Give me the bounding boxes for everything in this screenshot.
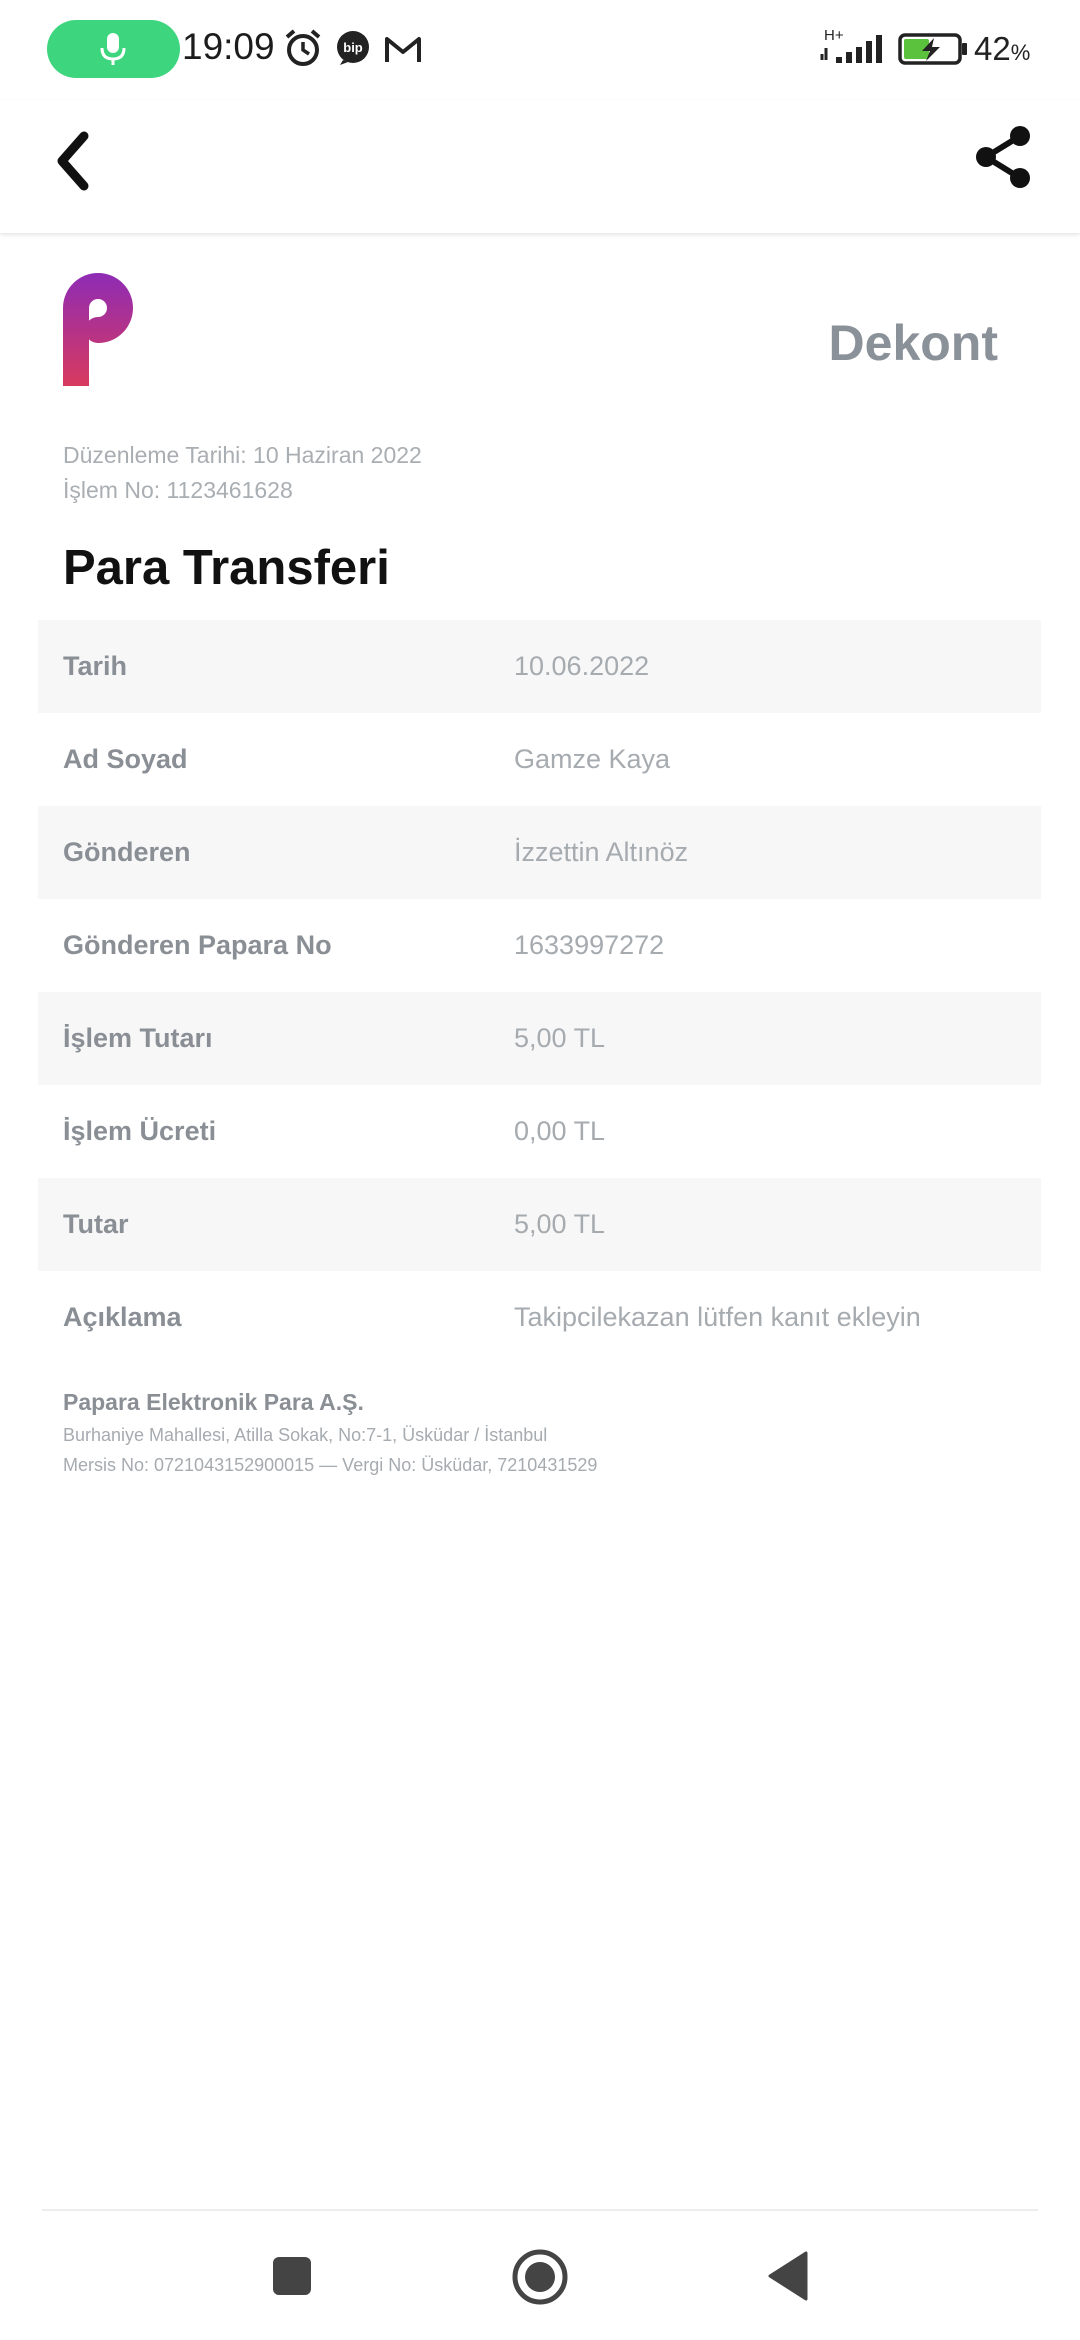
row-value: 5,00 TL — [514, 1023, 606, 1053]
mic-icon — [96, 31, 130, 67]
row-label: Gönderen — [63, 837, 191, 867]
row-label: Tutar — [63, 1209, 129, 1239]
home-circle-icon[interactable] — [511, 2248, 569, 2306]
status-bar — [0, 0, 1080, 100]
table-row — [38, 806, 1041, 899]
transaction-number: İşlem No: 1123461628 — [63, 477, 293, 503]
table-row — [38, 1271, 1041, 1364]
back-button[interactable] — [48, 126, 108, 196]
battery-percent: 42% — [974, 30, 1031, 67]
svg-text:H+: H+ — [824, 27, 844, 44]
table-row — [38, 713, 1041, 806]
svg-text:bip: bip — [343, 40, 363, 55]
row-label: İşlem Ücreti — [63, 1116, 217, 1146]
status-time: 19:09 — [182, 26, 275, 67]
section-title: Para Transferi — [63, 541, 390, 595]
table-row — [38, 620, 1041, 713]
recents-square-icon[interactable] — [271, 2255, 313, 2297]
battery-charging-icon — [898, 32, 970, 66]
row-value: İzzettin Altınöz — [514, 837, 689, 867]
app-bar — [0, 100, 1080, 233]
row-value: 1633997272 — [514, 930, 665, 960]
row-label: Açıklama — [63, 1302, 182, 1332]
company-registry: Mersis No: 0721043152900015 — Vergi No: Üsküdar, 7210431529 — [63, 1455, 598, 1475]
issue-date: Düzenleme Tarihi: 10 Haziran 2022 — [63, 442, 422, 468]
row-label: Ad Soyad — [63, 744, 188, 774]
row-value: Takipcilekazan lütfen kanıt ekleyin — [514, 1302, 921, 1332]
row-value: 10.06.2022 — [514, 651, 650, 681]
signal-icon — [818, 26, 888, 66]
company-name: Papara Elektronik Para A.Ş. — [63, 1389, 364, 1415]
gmail-icon — [384, 34, 422, 64]
alarm-icon — [284, 28, 322, 68]
mic-indicator[interactable] — [47, 20, 180, 78]
document-title: Dekont — [828, 315, 998, 371]
row-value: 0,00 TL — [514, 1116, 606, 1146]
table-row — [38, 1085, 1041, 1178]
row-label: Gönderen Papara No — [63, 930, 332, 960]
details-table — [38, 620, 1041, 1364]
row-value: 5,00 TL — [514, 1209, 606, 1239]
bip-icon — [334, 30, 372, 66]
row-label: İşlem Tutarı — [63, 1023, 213, 1053]
nav-divider — [42, 2209, 1038, 2211]
row-label: Tarih — [63, 651, 128, 681]
table-row — [38, 1178, 1041, 1271]
row-value: Gamze Kaya — [514, 744, 671, 774]
table-row — [38, 899, 1041, 992]
papara-logo — [60, 270, 136, 388]
share-button[interactable] — [970, 122, 1040, 192]
back-triangle-icon[interactable] — [766, 2250, 810, 2302]
share-icon — [970, 122, 1040, 192]
chevron-left-icon — [48, 126, 108, 196]
table-row — [38, 992, 1041, 1085]
company-address: Burhaniye Mahallesi, Atilla Sokak, No:7-1, Üsküdar / İstanbul — [63, 1425, 548, 1445]
